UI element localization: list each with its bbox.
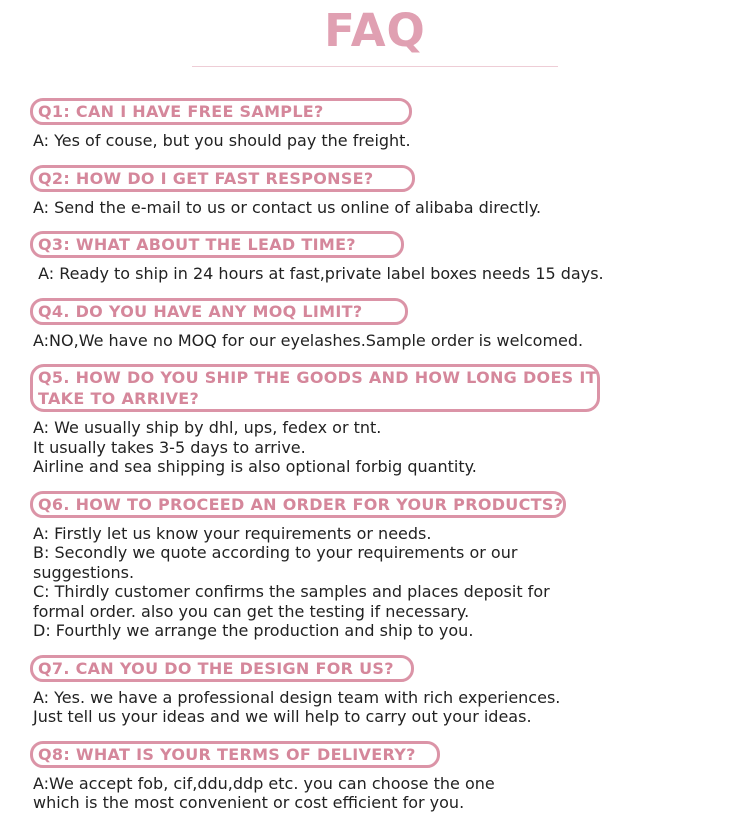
faq-item-q6 (30, 491, 720, 641)
answer-q7 (30, 688, 720, 727)
faq-item-q4 (30, 298, 720, 351)
answer-line: D: Fourthly we arrange the production and ship to you. (33, 621, 474, 640)
answer-line: suggestions. (33, 562, 135, 582)
answer-q4 (30, 331, 720, 351)
answer-line: B: Secondly we quote according to your requirements or our (33, 543, 518, 562)
answer-line: Just tell us your ideas and we will help to carry out your ideas. (33, 707, 532, 726)
question-box-q7 (30, 655, 414, 682)
question-text: Q8: WHAT IS YOUR TERMS OF DELIVERY? (38, 744, 416, 764)
answer-line: C: Thirdly customer confirms the samples and places deposit for (33, 582, 550, 601)
answer-line: A: Yes of couse, but you should pay the freight. (33, 131, 411, 150)
question-text: TAKE TO ARRIVE? (38, 389, 200, 408)
answer-q5 (30, 418, 720, 477)
faq-item-q8 (30, 741, 720, 813)
question-box-q2 (30, 165, 415, 192)
question-box-q4 (30, 298, 408, 325)
answer-q1 (30, 131, 720, 151)
question-text: Q7. CAN YOU DO THE DESIGN FOR US? (38, 658, 394, 678)
question-box-q5 (30, 364, 600, 412)
answer-line: It usually takes 3-5 days to arrive. (33, 437, 306, 457)
answer-line: which is the most convenient or cost efficient for you. (33, 793, 465, 812)
question-text: Q5. HOW DO YOU SHIP THE GOODS AND HOW LONG DOES IT (38, 368, 597, 387)
answer-q3 (30, 264, 720, 284)
answer-q8 (30, 774, 720, 813)
faq-list (0, 67, 750, 813)
question-box-q8 (30, 741, 440, 768)
question-box-q1 (30, 98, 412, 125)
answer-line: A:We accept fob, cif,ddu,ddp etc. you can choose the one (33, 773, 495, 793)
answer-line: formal order. also you can get the testing if necessary. (33, 601, 470, 621)
answer-line: A: Yes. we have a professional design team with rich experiences. (33, 687, 561, 707)
question-text: Q3: WHAT ABOUT THE LEAD TIME? (38, 235, 356, 254)
answer-line: A: Ready to ship in 24 hours at fast,private label boxes needs 15 days. (33, 264, 604, 283)
question-text: Q6. HOW TO PROCEED AN ORDER FOR YOUR PRODUCTS? (38, 494, 564, 514)
page-header (0, 6, 750, 67)
question-box-q3 (30, 231, 404, 258)
faq-item-q7 (30, 655, 720, 727)
answer-line: A: Firstly let us know your requirements or needs. (33, 523, 432, 543)
page-title: FAQ (324, 4, 426, 57)
faq-item-q1 (30, 98, 720, 151)
answer-q2 (30, 198, 720, 218)
answer-line: A:NO,We have no MOQ for our eyelashes.Sample order is welcomed. (33, 330, 584, 350)
question-text: Q4. DO YOU HAVE ANY MOQ LIMIT? (38, 301, 363, 321)
faq-item-q3 (30, 231, 720, 284)
faq-item-q2 (30, 165, 720, 218)
answer-q6 (30, 524, 720, 641)
answer-line: Airline and sea shipping is also optional forbig quantity. (33, 457, 477, 476)
answer-line: A: We usually ship by dhl, ups, fedex or tnt. (33, 418, 382, 437)
answer-line: A: Send the e-mail to us or contact us online of alibaba directly. (33, 197, 542, 217)
question-text: Q2: HOW DO I GET FAST RESPONSE? (38, 168, 374, 188)
faq-item-q5 (30, 364, 720, 477)
question-box-q6 (30, 491, 566, 518)
question-text: Q1: CAN I HAVE FREE SAMPLE? (38, 102, 324, 121)
